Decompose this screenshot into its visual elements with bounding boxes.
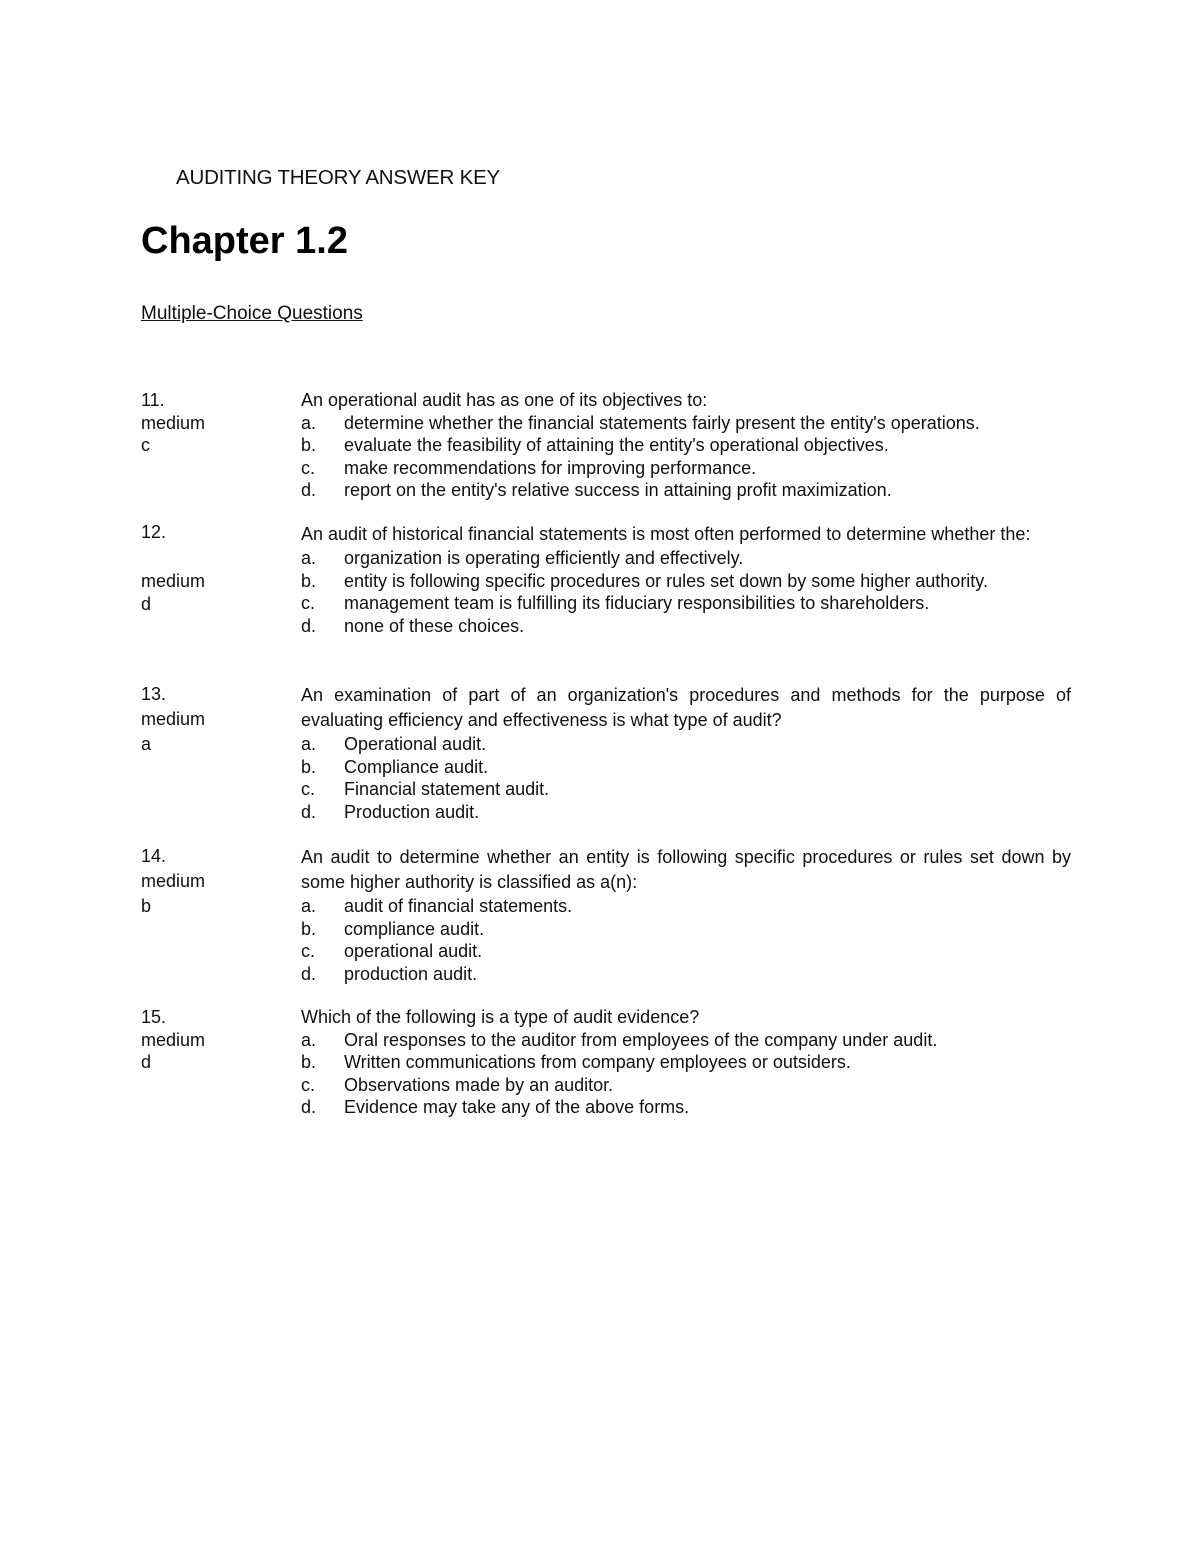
option-c: [301, 592, 1071, 615]
option-text: organization is operating efficiently and effectively.: [344, 548, 744, 568]
option-letter: d.: [301, 963, 317, 984]
option-letter: b.: [301, 756, 317, 777]
option-a: [301, 412, 1071, 435]
section-title: Multiple-Choice Questions: [141, 303, 363, 324]
option-text: entity is following specific procedures or rules set down by some higher authority.: [344, 570, 988, 591]
option-a: [301, 733, 1071, 756]
difficulty-label: medium: [141, 709, 206, 729]
question-stem: An operational audit has as one of its objectives to:: [301, 390, 708, 410]
question-meta: [141, 521, 291, 615]
option-letter: d.: [301, 1097, 317, 1118]
question-body: [301, 683, 1071, 823]
option-text: Observations made by an auditor.: [344, 1074, 614, 1095]
question-number: 13.: [141, 684, 167, 704]
option-letter: a.: [301, 1029, 317, 1050]
option-b: [301, 756, 1071, 779]
option-letter: c.: [301, 593, 316, 614]
difficulty-label: medium: [141, 571, 206, 591]
option-d: [301, 479, 1071, 502]
option-b: [301, 918, 1071, 941]
option-text: production audit.: [344, 963, 478, 984]
question-stem: An audit to determine whether an entity is following specific procedures or rules set down by some higher authority is classified as a(n):: [301, 847, 1071, 892]
option-letter: c.: [301, 1074, 316, 1095]
question-body: [301, 389, 1071, 502]
question-number: 12.: [141, 522, 167, 542]
option-letter: c.: [301, 779, 316, 800]
answer-key: c: [141, 435, 150, 456]
option-letter: d.: [301, 615, 317, 636]
option-text: Operational audit.: [344, 734, 487, 754]
answer-key: b: [141, 896, 152, 916]
option-text: none of these choices.: [344, 615, 525, 636]
option-text: Written communications from company employees or outsiders.: [344, 1052, 851, 1073]
answer-key: a: [141, 734, 152, 754]
question-14: [141, 845, 1071, 985]
option-letter: b.: [301, 918, 317, 939]
question-12: [141, 521, 1071, 637]
question-number: 11.: [141, 390, 165, 410]
question-body: [301, 521, 1071, 637]
difficulty-label: medium: [141, 1029, 206, 1050]
option-text: audit of financial statements.: [344, 896, 573, 916]
question-meta: [141, 683, 291, 756]
option-a: [301, 895, 1071, 918]
answer-key: d: [141, 1052, 152, 1073]
option-c: [301, 1074, 1071, 1097]
option-text: determine whether the financial statements fairly present the entity's operations.: [344, 412, 980, 433]
option-text: Production audit.: [344, 801, 480, 822]
question-11: [141, 389, 1071, 502]
option-letter: a.: [301, 734, 317, 754]
option-text: report on the entity's relative success in attaining profit maximization.: [344, 480, 892, 501]
option-c: [301, 457, 1071, 480]
option-letter: d.: [301, 801, 317, 822]
question-meta: [141, 1006, 291, 1074]
option-text: Financial statement audit.: [344, 779, 550, 800]
difficulty-label: medium: [141, 871, 206, 891]
question-13: [141, 683, 1071, 823]
option-letter: a.: [301, 896, 317, 916]
option-d: [301, 801, 1071, 824]
option-d: [301, 963, 1071, 986]
option-letter: d.: [301, 480, 317, 501]
option-letter: c.: [301, 941, 316, 962]
option-d: [301, 1096, 1071, 1119]
option-a: [301, 1029, 1071, 1052]
question-stem: An examination of part of an organization's procedures and methods for the purpose of evaluating efficiency and effectiveness is what type of audit?: [301, 685, 1071, 730]
chapter-title: Chapter 1.2: [141, 220, 348, 262]
option-text: compliance audit.: [344, 918, 485, 939]
option-text: make recommendations for improving performance.: [344, 457, 757, 478]
question-number: 14.: [141, 846, 167, 866]
answer-key: d: [141, 593, 152, 614]
question-15: [141, 1006, 1071, 1119]
option-c: [301, 778, 1071, 801]
option-letter: b.: [301, 1052, 317, 1073]
option-b: [301, 1051, 1071, 1074]
option-d: [301, 615, 1071, 638]
question-meta: [141, 389, 291, 457]
question-meta: [141, 845, 291, 918]
option-letter: b.: [301, 435, 317, 456]
document-header: AUDITING THEORY ANSWER KEY: [176, 166, 501, 189]
option-a: [301, 547, 1071, 570]
option-letter: a.: [301, 548, 317, 568]
option-text: operational audit.: [344, 941, 483, 962]
option-letter: c.: [301, 457, 316, 478]
option-text: Compliance audit.: [344, 756, 489, 777]
option-text: evaluate the feasibility of attaining the entity's operational objectives.: [344, 435, 889, 456]
option-letter: b.: [301, 570, 317, 591]
question-number: 15.: [141, 1007, 167, 1027]
question-body: [301, 1006, 1071, 1119]
option-b: [301, 434, 1071, 457]
option-b: [301, 570, 1071, 593]
difficulty-label: medium: [141, 412, 206, 433]
option-text: management team is fulfilling its fiduciary responsibilities to shareholders.: [344, 593, 930, 614]
option-text: Evidence may take any of the above forms.: [344, 1097, 690, 1118]
question-stem: Which of the following is a type of audit evidence?: [301, 1007, 700, 1027]
option-c: [301, 940, 1071, 963]
question-stem: An audit of historical financial statements is most often performed to determine whether the:: [301, 524, 1031, 544]
option-text: Oral responses to the auditor from employees of the company under audit.: [344, 1029, 938, 1050]
option-letter: a.: [301, 412, 317, 433]
question-body: [301, 845, 1071, 985]
